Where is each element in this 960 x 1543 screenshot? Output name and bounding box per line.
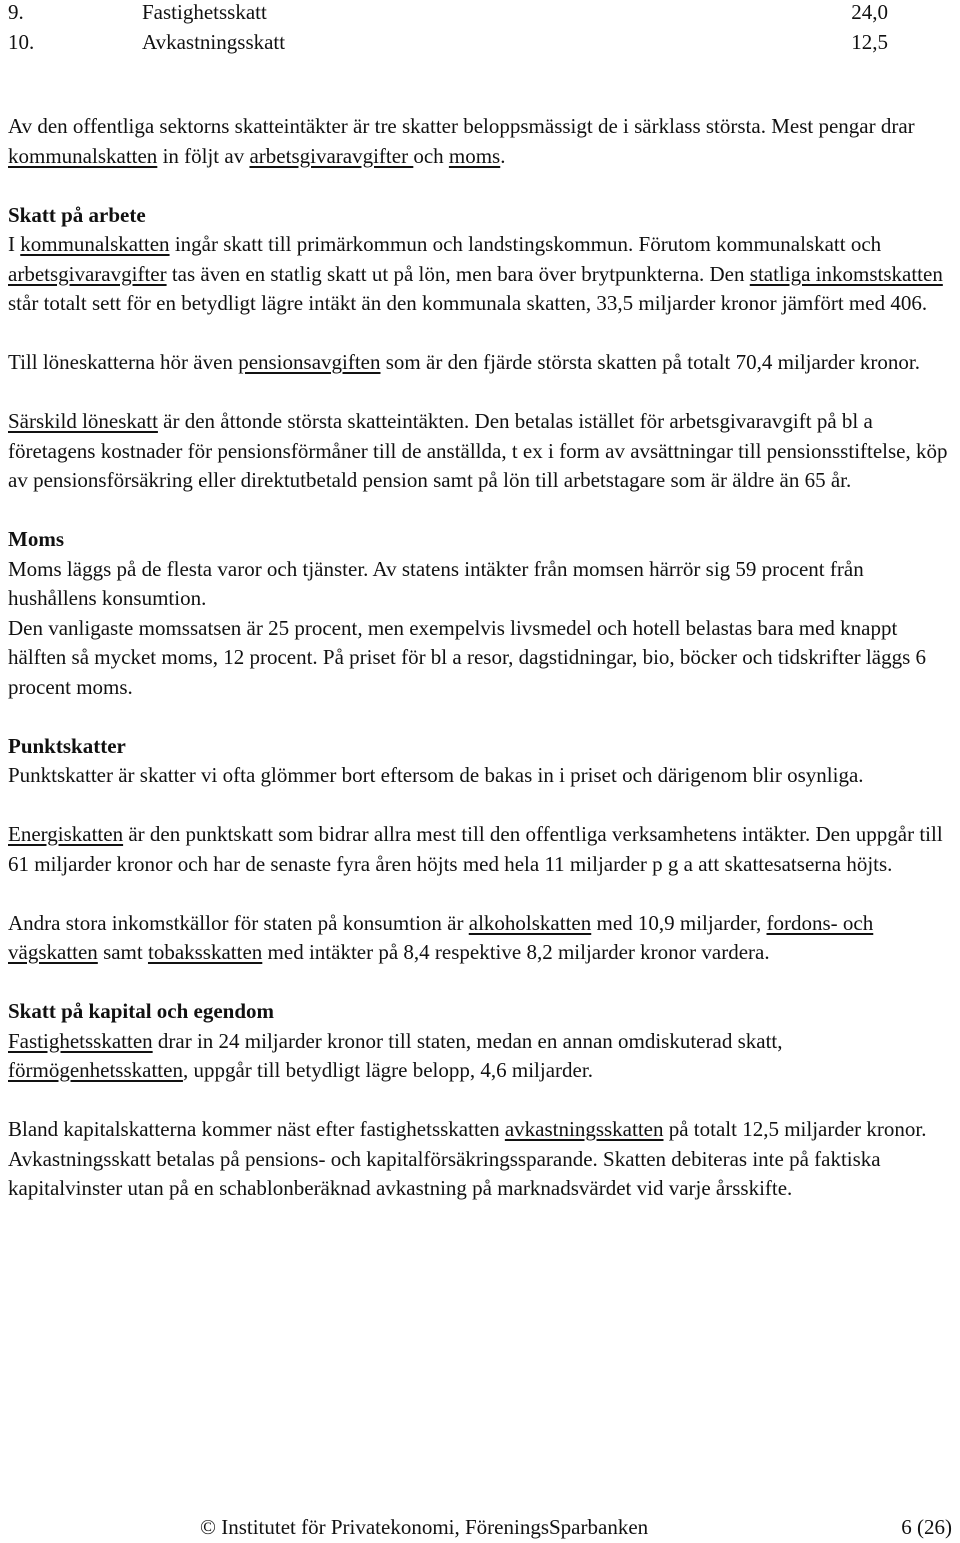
- link-arbetsgivaravgifter[interactable]: arbetsgivaravgifter: [8, 261, 167, 286]
- section-heading: Skatt på kapital och egendom: [8, 999, 275, 1023]
- tax-ranking-list: [8, 0, 888, 57]
- list-number: 9.: [8, 0, 24, 24]
- sarskild-loneskatt-paragraph: Särskild löneskatt är den åttonde största skatteintäkten. Den betalas istället för arbetsgivaravgift på bl a företagens kostnader för pensionsförmåner till de anställda, t ex i form av avsättningar till pensionsstiftelse, köp av pensionsförsäkring eller direktutbetald pension samt på lön till arbetstagare som är äldre än 65 år.: [8, 409, 948, 492]
- link-statliga-inkomstskatten[interactable]: statliga inkomstskatten: [749, 261, 943, 286]
- section-punktskatter: Punktskatter Punktskatter är skatter vi ofta glömmer bort eftersom de bakas in i priset och därigenom blir osynliga.: [8, 732, 956, 791]
- document-body: [8, 112, 956, 1204]
- link-moms[interactable]: moms: [448, 143, 501, 168]
- page-footer: [0, 1513, 960, 1543]
- section-heading: Skatt på arbete: [8, 202, 146, 227]
- list-value: 12,5: [851, 29, 888, 54]
- intro-paragraph: Av den offentliga sektorns skatteintäkter är tre skatter beloppsmässigt de i särklass största. Mest pengar drar kommunalskatten in följt av arbetsgivaravgifter och moms.: [8, 114, 915, 168]
- kapitalskatter-paragraph: Bland kapitalskatterna kommer näst efter fastighetsskatten avkastningsskatten på totalt 12,5 miljarder kronor. Avkastningsskatt betalas på pensions- och kapitalförsäkringssparande. Skatten debiteras inte på faktiska kapitalvinster utan på en schablonberäknad avkastning på marknadsvärdet vid varje årsskifte.: [8, 1117, 927, 1200]
- andra-inkomstkallor-paragraph: Andra stora inkomstkällor för staten på konsumtion är alkoholskatten med 10,9 miljarder, fordons- och vägskatten samt tobaksskatten med intäkter på 8,4 respektive 8,2 miljarder kronor vardera.: [8, 910, 874, 964]
- link-pensionsavgiften[interactable]: pensionsavgiften: [238, 350, 381, 374]
- link-arbetsgivaravgifter[interactable]: arbetsgivaravgifter: [249, 143, 414, 168]
- section-heading: Moms: [8, 527, 64, 551]
- link-kommunalskatten[interactable]: kommunalskatten: [20, 232, 170, 256]
- energiskatt-paragraph: Energiskatten är den punktskatt som bidrar allra mest till den offentliga verksamhetens intäkter. Den uppgår till 61 miljarder kronor och har de senaste fyra åren höjts med hela 11 miljarder p g a att skattesatserna höjts.: [8, 822, 943, 876]
- list-value: 24,0: [851, 0, 888, 24]
- list-row: [8, 0, 888, 28]
- list-name: Fastighetsskatt: [142, 0, 267, 24]
- link-kommunalskatten[interactable]: kommunalskatten: [8, 143, 158, 168]
- copyright-notice: © Institutet för Privatekonomi, FöreningsSparbanken: [200, 1515, 649, 1539]
- pension-paragraph: Till löneskatterna hör även pensionsavgiften som är den fjärde största skatten på totalt 70,4 miljarder kronor.: [8, 350, 920, 374]
- page-number: 6 (26): [901, 1515, 952, 1539]
- link-fastighetsskatten[interactable]: Fastighetsskatten: [8, 1028, 153, 1053]
- link-alkoholskatten[interactable]: alkoholskatten: [468, 910, 592, 935]
- link-fordons-och-vagskatten[interactable]: fordons- och vägskatten: [8, 910, 874, 964]
- link-energiskatten[interactable]: Energiskatten: [8, 822, 124, 846]
- list-name: Avkastningsskatt: [142, 29, 286, 54]
- section-skatt-pa-kapital: Skatt på kapital och egendom Fastighetsskatten drar in 24 miljarder kronor till staten, medan en annan omdiskuterad skatt, förmögenhetsskatten, uppgår till betydligt lägre belopp, 4,6 miljarder.: [8, 997, 956, 1086]
- list-row: [8, 28, 888, 58]
- link-tobaksskatten[interactable]: tobaksskatten: [147, 940, 263, 964]
- section-skatt-pa-arbete: Skatt på arbete I kommunalskatten ingår skatt till primärkommun och landstingskommun. Förutom kommunalskatt och arbetsgivaravgifter tas även en statlig skatt ut på lön, men bara över brytpunkterna. Den statliga inkomstskatten står totalt sett för en betydligt lägre intäkt än den kommunala skatten, 33,5 miljarder kronor jämfört med 406.: [8, 201, 956, 319]
- section-heading: Punktskatter: [8, 733, 126, 758]
- link-sarskild-loneskatt[interactable]: Särskild löneskatt: [8, 409, 158, 433]
- link-formogenhetsskatten[interactable]: förmögenhetsskatten: [8, 1058, 183, 1082]
- section-moms: Moms Moms läggs på de flesta varor och tjänster. Av statens intäkter från momsen härrör sig 59 procent från hushållens konsumtion. Den vanligaste momssatsen är 25 procent, men exempelvis livsmedel och hotell belastas bara med knappt hälften så mycket moms, 12 procent. På priset för bl a resor, dagstidningar, bio, böcker och tidskrifter läggs 6 procent moms.: [8, 525, 956, 702]
- list-number: 10.: [8, 29, 35, 54]
- link-avkastningsskatten[interactable]: avkastningsskatten: [504, 1117, 664, 1141]
